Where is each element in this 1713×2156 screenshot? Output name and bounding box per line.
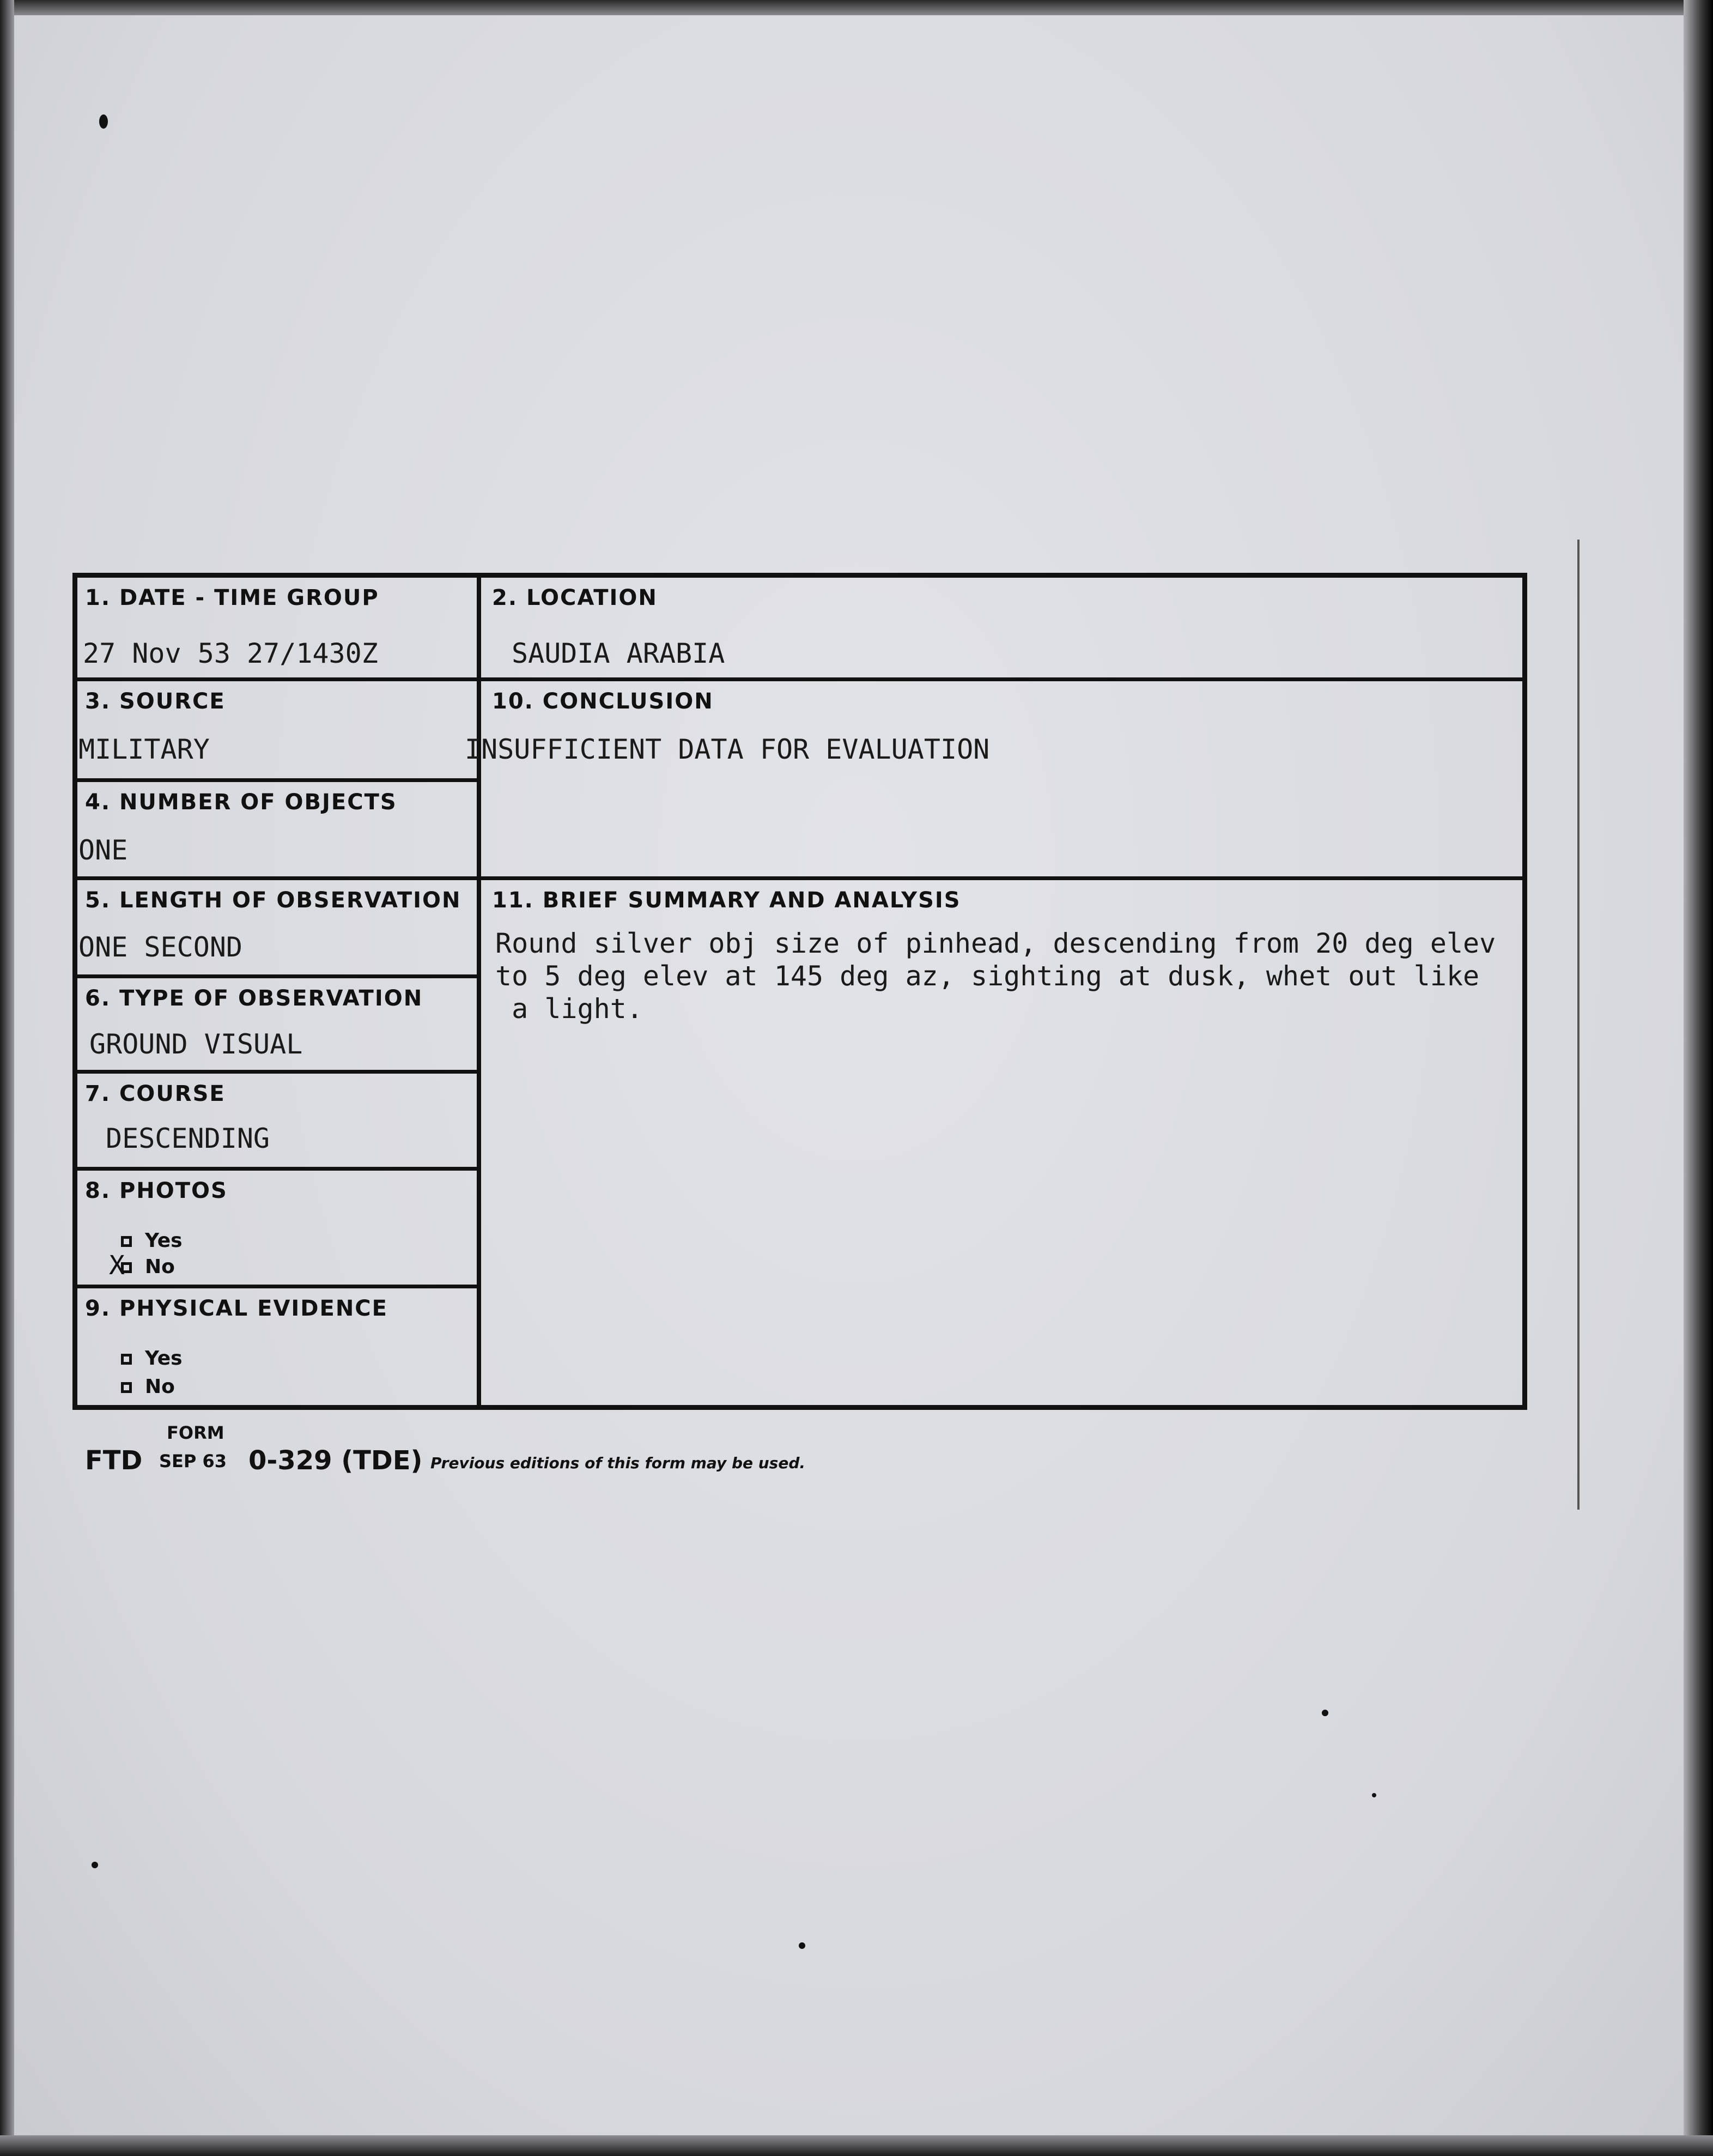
scan-edge-left [0,0,14,2156]
left-column [77,578,477,1405]
type-of-observation-cell [77,978,477,1074]
source-label: 3. SOURCE [85,689,226,714]
checkbox-icon [121,1236,132,1247]
checkbox-icon [121,1354,132,1365]
scan-line [1577,540,1580,1510]
right-column [465,578,1522,1405]
footer-form-number: 0-329 (TDE) [248,1445,423,1476]
photos-cell [77,1171,477,1288]
photos-label: 8. PHOTOS [85,1178,228,1203]
date-time-group-label: 1. DATE - TIME GROUP [85,585,379,610]
summary-cell [481,880,1522,1414]
conclusion-label: 10. CONCLUSION [492,689,714,714]
speck [92,1862,98,1868]
footer-ftd: FTD [85,1445,143,1476]
course-label: 7. COURSE [85,1081,226,1106]
date-time-group-cell [77,578,477,681]
checkbox-icon [121,1382,132,1393]
type-of-observation-value: GROUND VISUAL [89,1028,303,1060]
speck [1372,1793,1376,1797]
footer-form-label: FORM [167,1422,224,1443]
location-value: SAUDIA ARABIA [512,638,725,669]
project-record-card [72,573,1527,1410]
physical-evidence-no-option [121,1376,175,1398]
source-value: MILITARY [78,734,210,765]
photos-no-label: No [145,1256,175,1278]
course-cell [77,1074,477,1171]
physical-evidence-cell [77,1288,477,1414]
conclusion-cell [465,681,1522,880]
number-of-objects-label: 4. NUMBER OF OBJECTS [85,790,397,815]
footer-date: SEP 63 [159,1451,227,1471]
course-value: DESCENDING [106,1123,270,1154]
location-label: 2. LOCATION [492,585,658,610]
photos-no-x-mark: X [109,1250,125,1281]
physical-evidence-yes-option [121,1347,183,1370]
physical-evidence-no-label: No [145,1376,175,1398]
scan-edge-right [1684,0,1713,2156]
scan-edge-top [0,0,1713,15]
physical-evidence-label: 9. PHYSICAL EVIDENCE [85,1296,388,1321]
speck [799,1942,805,1949]
speck [99,114,108,129]
location-cell [481,578,1522,681]
date-time-group-value: 27 Nov 53 27/1430Z [83,638,378,669]
length-of-observation-label: 5. LENGTH OF OBSERVATION [85,888,461,913]
number-of-objects-value: ONE [78,834,128,866]
physical-evidence-yes-label: Yes [145,1347,183,1370]
footer-note: Previous editions of this form may be used. [430,1454,805,1472]
type-of-observation-label: 6. TYPE OF OBSERVATION [85,986,423,1011]
scan-edge-bottom [0,2135,1713,2156]
photos-yes-label: Yes [145,1230,183,1252]
conclusion-value: INSUFFICIENT DATA FOR EVALUATION [465,734,990,765]
number-of-objects-cell [77,782,477,880]
photos-no-option [121,1256,175,1278]
source-cell [77,681,477,782]
length-of-observation-value: ONE SECOND [78,931,243,963]
summary-text: Round silver obj size of pinhead, descending from 20 deg elev to 5 deg elev at 145 deg az, sighting at dusk, whet out like a light. [495,928,1496,1025]
checkbox-icon [121,1262,132,1273]
summary-label: 11. BRIEF SUMMARY AND ANALYSIS [492,888,961,913]
photos-yes-option [121,1230,183,1252]
speck [1322,1710,1328,1716]
length-of-observation-cell [77,880,477,978]
